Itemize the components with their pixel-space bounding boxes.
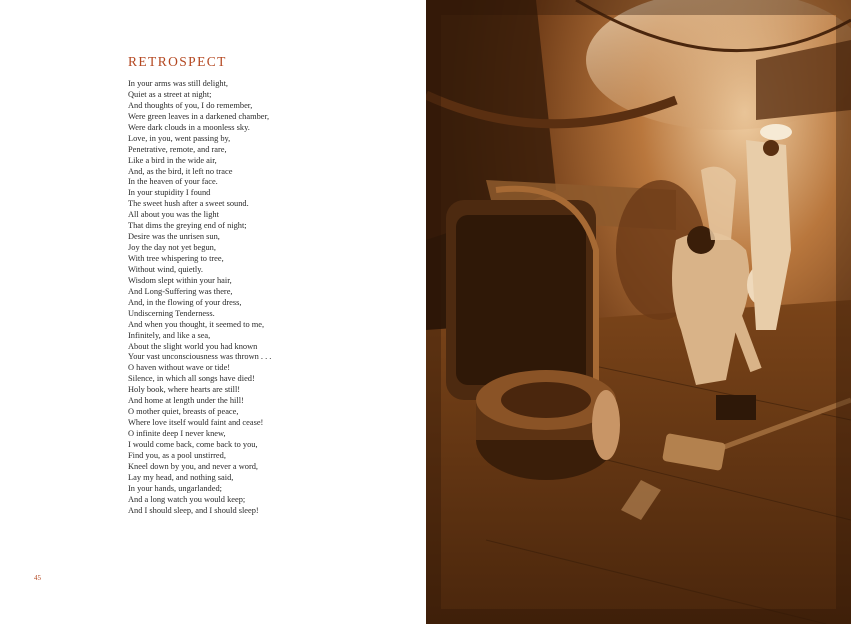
poem-line: Find you, as a pool unstirred, xyxy=(128,450,226,460)
poem-line: With tree whispering to tree, xyxy=(128,254,224,263)
poem-line: O haven without wave or tide! xyxy=(128,363,231,373)
poem-line: And I should sleep, and I should sleep! xyxy=(128,505,259,515)
poem-line: And a long watch you would keep; xyxy=(128,494,246,504)
poem-line: Lay my head, and nothing said, xyxy=(128,472,234,482)
poem-line: Desire was the unrisen sun, xyxy=(128,232,220,242)
poem-line: Were dark clouds in a moonless sky. xyxy=(128,122,250,132)
poem-line: Silence, in which all songs have died! xyxy=(128,374,255,384)
poem-line: Love, in you, went passing by, xyxy=(128,133,231,143)
poem-line: Undiscerning Tenderness. xyxy=(128,308,215,318)
poem-line: Holy book, where hearts are still! xyxy=(128,385,241,395)
right-page xyxy=(426,0,851,624)
poem-line: And home at length under the hill! xyxy=(128,396,244,406)
poem-line: Quiet as a street at night; xyxy=(128,89,212,99)
poem-line: Like a bird in the wide air, xyxy=(128,155,217,165)
poem-line: That dims the greying end of night; xyxy=(128,221,247,231)
poem-line: And when you thought, it seemed to me, xyxy=(128,319,265,329)
poem-line: In the heaven of your face. xyxy=(128,177,218,187)
poem-line: And, in the flowing of your dress, xyxy=(128,297,242,307)
page-number: 45 xyxy=(34,574,41,582)
poem-body xyxy=(128,79,271,517)
poem-line: Joy the day not yet begun, xyxy=(128,243,216,253)
poem-line: Wisdom slept within your hair, xyxy=(128,275,232,285)
poem-line: Your vast unconsciousness was thrown . . . xyxy=(128,352,272,362)
poem-line: In your stupidity I found xyxy=(128,188,211,198)
poem-line: Kneel down by you, and never a word, xyxy=(128,461,259,471)
poem-line: Without wind, quietly. xyxy=(128,264,203,274)
poem-line: About the slight world you had known xyxy=(128,341,258,351)
poem-line: Were green leaves in a darkened chamber, xyxy=(128,111,270,121)
poem-line: And, as the bird, it left no trace xyxy=(128,166,233,176)
poem-line: Penetrative, remote, and rare, xyxy=(128,144,227,154)
poem-title: RETROSPECT xyxy=(128,54,227,69)
poem-line: I would come back, come back to you, xyxy=(128,439,258,449)
poem-line: All about you was the light xyxy=(128,210,219,220)
sepia-photo-sailors-on-deck xyxy=(426,0,851,624)
poem-line: The sweet hush after a sweet sound. xyxy=(128,199,249,209)
poem-line: Where love itself would faint and cease! xyxy=(128,418,264,428)
poem-line: O mother quiet, breasts of peace, xyxy=(128,407,239,417)
poem-line: O infinite deep I never knew, xyxy=(128,429,226,438)
poem-line: Infinitely, and like a sea, xyxy=(128,330,211,340)
poem-line: In your arms was still delight, xyxy=(128,79,229,88)
poem-line: And thoughts of you, I do remember, xyxy=(128,100,253,110)
poem-line: And Long-Suffering was there, xyxy=(128,286,233,296)
poem-line: In your hands, ungarlanded; xyxy=(128,483,222,493)
